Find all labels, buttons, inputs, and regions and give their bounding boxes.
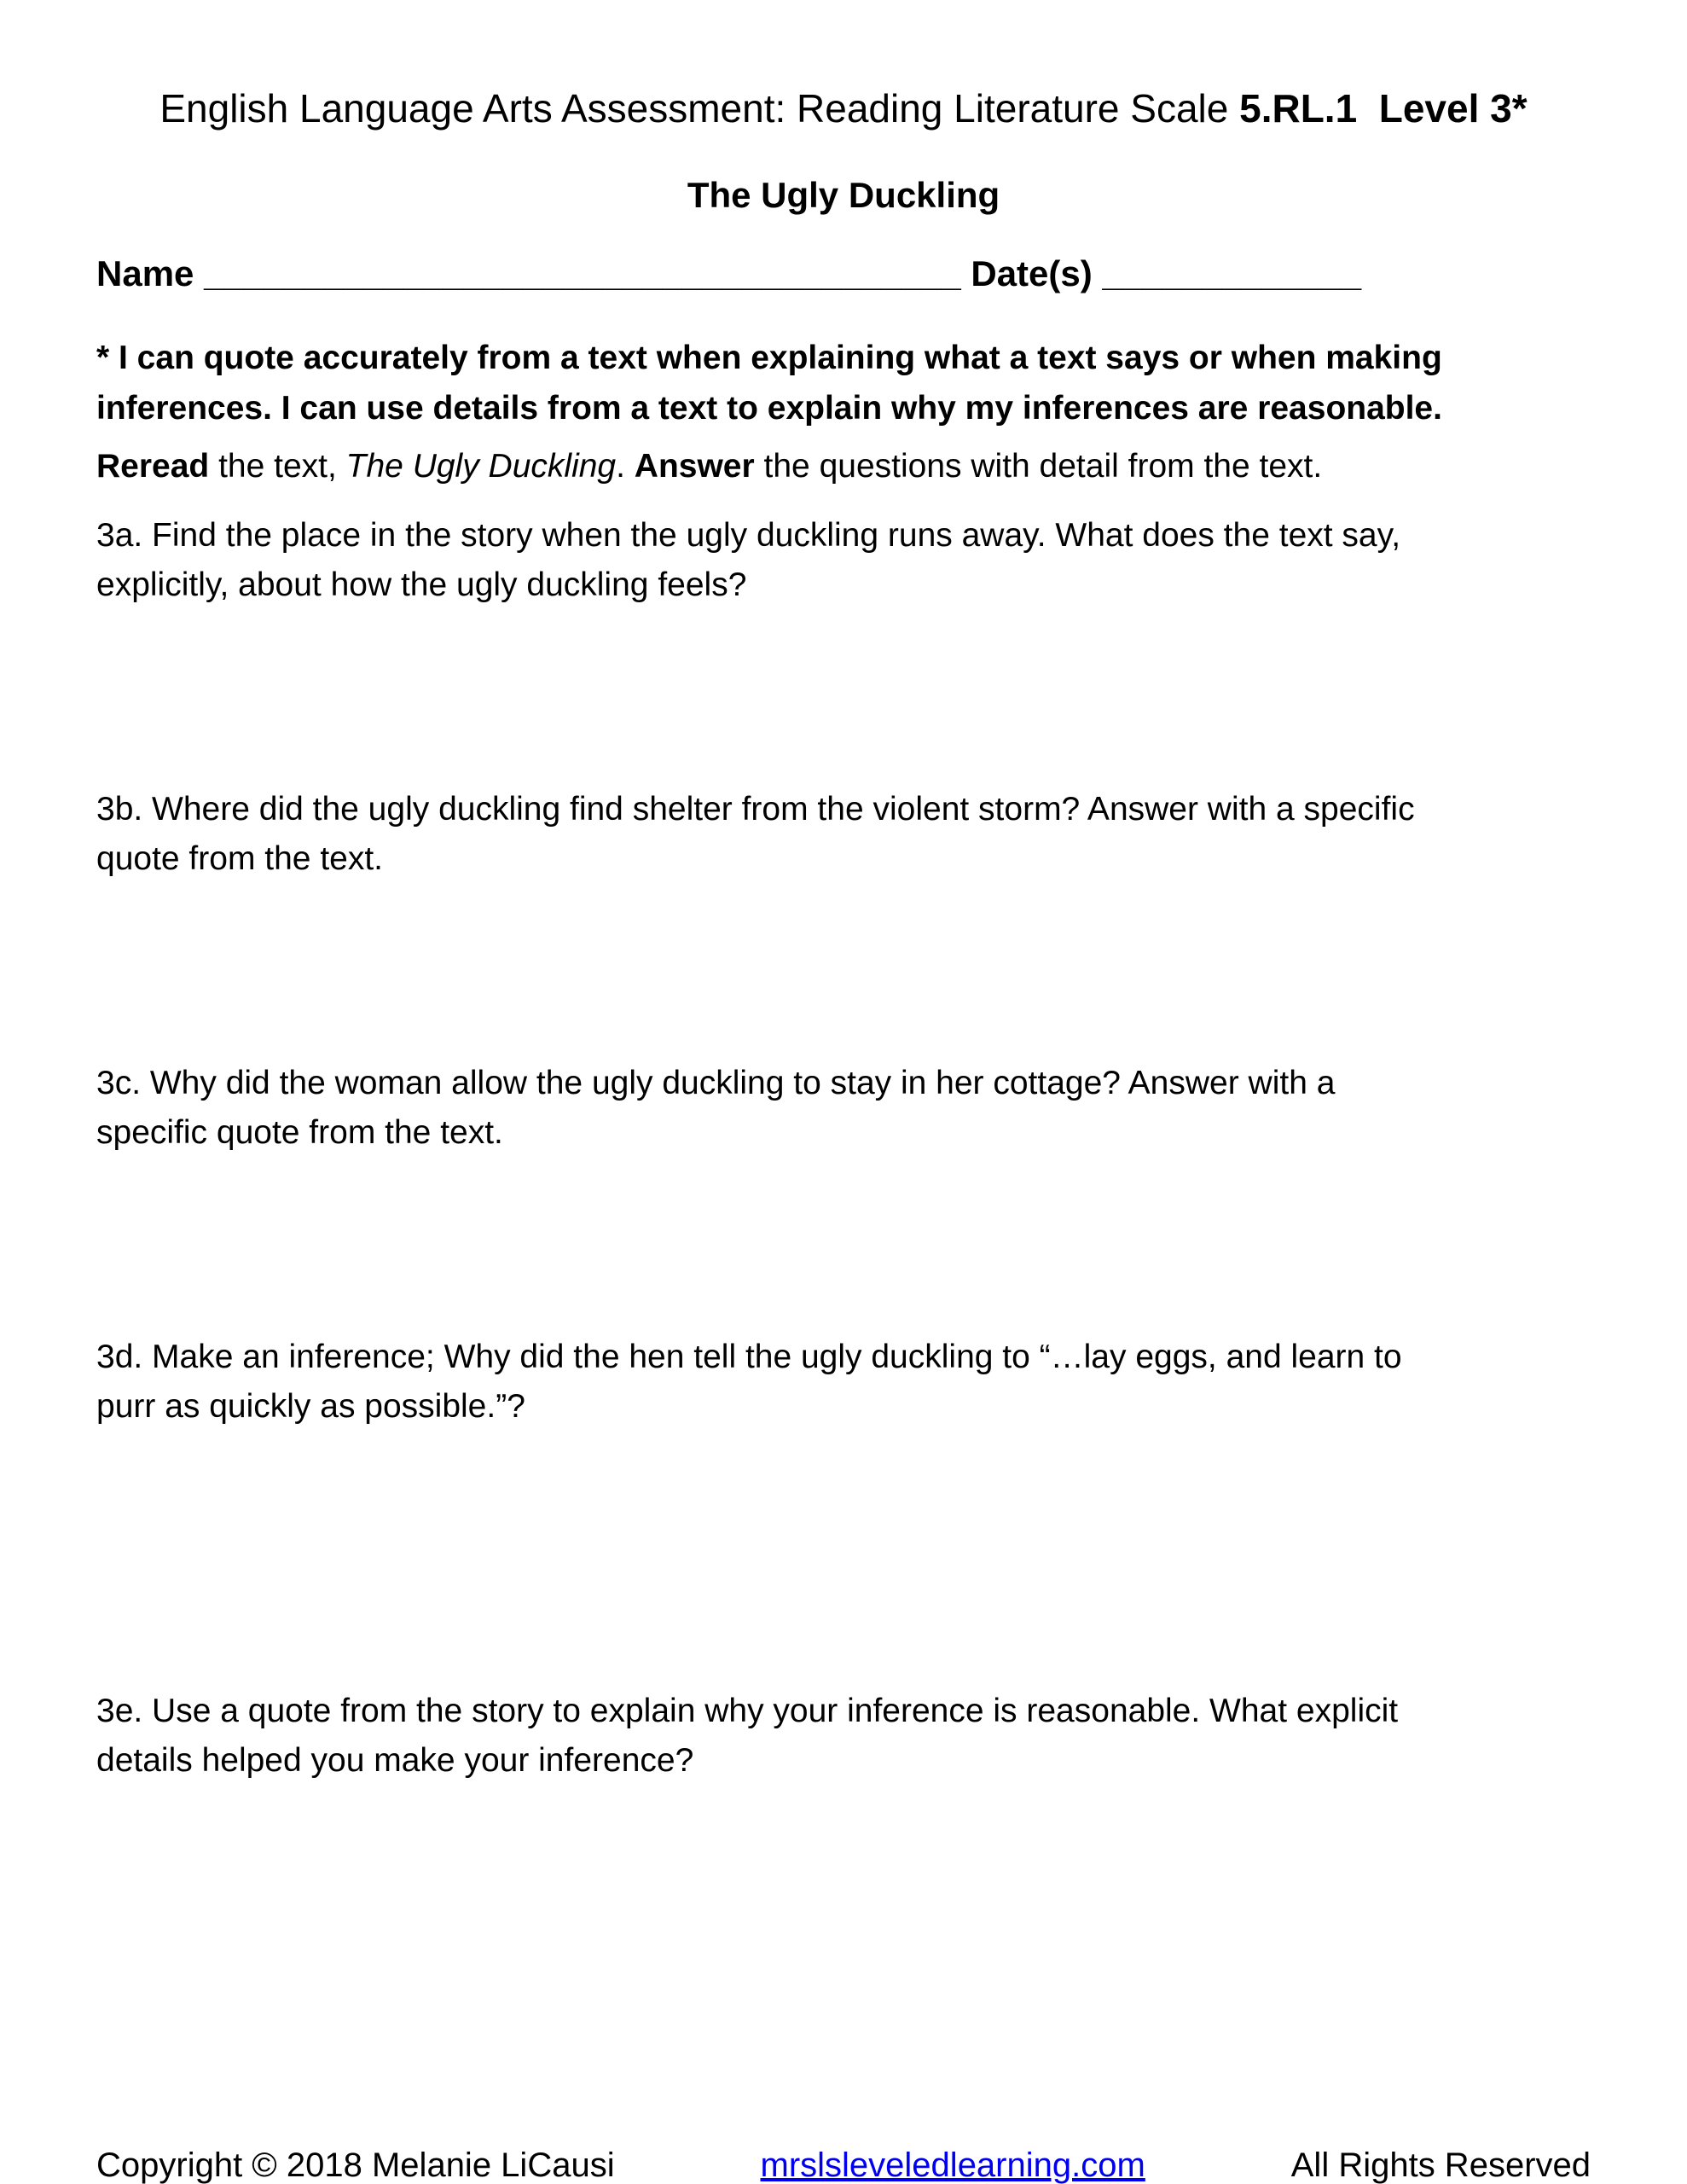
rights-reserved-text: All Rights Reserved: [1290, 2146, 1591, 2184]
question-3d: [96, 1333, 1591, 1432]
question-3c-line-2: specific quote from the text.: [96, 1114, 503, 1152]
learning-goal-line-1: * I can quote accurately from a text when explaining what a text says or when making: [96, 340, 1442, 377]
story-title-heading: The Ugly Duckling: [687, 175, 1000, 216]
name-date-row: [96, 253, 1591, 294]
instructions-segment-3: the questions with detail from the text.: [754, 448, 1323, 485]
learning-goal-line-2: inferences. I can use details from a text to explain why my inferences are reasonable.: [96, 389, 1442, 427]
question-3a-line-2: explicitly, about how the ugly duckling feels?: [96, 566, 747, 604]
instructions-segment-1: the text,: [209, 448, 346, 485]
question-3e-line-1: 3e. Use a quote from the story to explain why your inference is reasonable. What explicit: [96, 1692, 1399, 1729]
question-3e: [96, 1687, 1591, 1786]
story-title-italic: The Ugly Duckling: [345, 448, 617, 485]
website-link[interactable]: mrslsleveledlearning.com: [760, 2146, 1145, 2184]
learning-goal-statement: [96, 334, 1591, 433]
question-3b: [96, 785, 1591, 885]
question-3a-line-1: 3a. Find the place in the story when the ugly duckling runs away. What does the text say,: [96, 516, 1401, 554]
date-blank-line: _____________: [1102, 253, 1362, 294]
page-footer: [96, 2145, 1591, 2184]
question-3c-line-1: 3c. Why did the woman allow the ugly duckling to stay in her cottage? Answer with a: [96, 1064, 1336, 1101]
assessment-header: [96, 85, 1591, 132]
date-label: Date(s): [960, 253, 1103, 294]
instructions-segment-2: .: [616, 448, 635, 485]
question-3b-line-2: quote from the text.: [96, 840, 384, 878]
question-3d-line-2: purr as quickly as possible.”?: [96, 1388, 525, 1426]
question-3c: [96, 1059, 1591, 1159]
assessment-standard-label: 5.RL.1 Level 3*: [1239, 86, 1528, 131]
question-3e-line-2: details helped you make your inference?: [96, 1742, 694, 1780]
name-label: Name: [96, 253, 205, 294]
answer-word: Answer: [634, 448, 755, 485]
question-3b-line-1: 3b. Where did the ugly duckling find shelter from the violent storm? Answer with a specific: [96, 790, 1415, 828]
assessment-header-text: English Language Arts Assessment: Reading Literature Scale: [159, 86, 1240, 131]
reread-word: Reread: [96, 448, 210, 485]
copyright-text: Copyright © 2018 Melanie LiCausi: [96, 2146, 615, 2184]
instructions-line: [96, 442, 1591, 492]
question-3a: [96, 511, 1591, 611]
name-blank-line: ______________________________________: [204, 253, 961, 294]
question-3d-line-1: 3d. Make an inference; Why did the hen tell the ugly duckling to “…lay eggs, and learn to: [96, 1338, 1402, 1375]
